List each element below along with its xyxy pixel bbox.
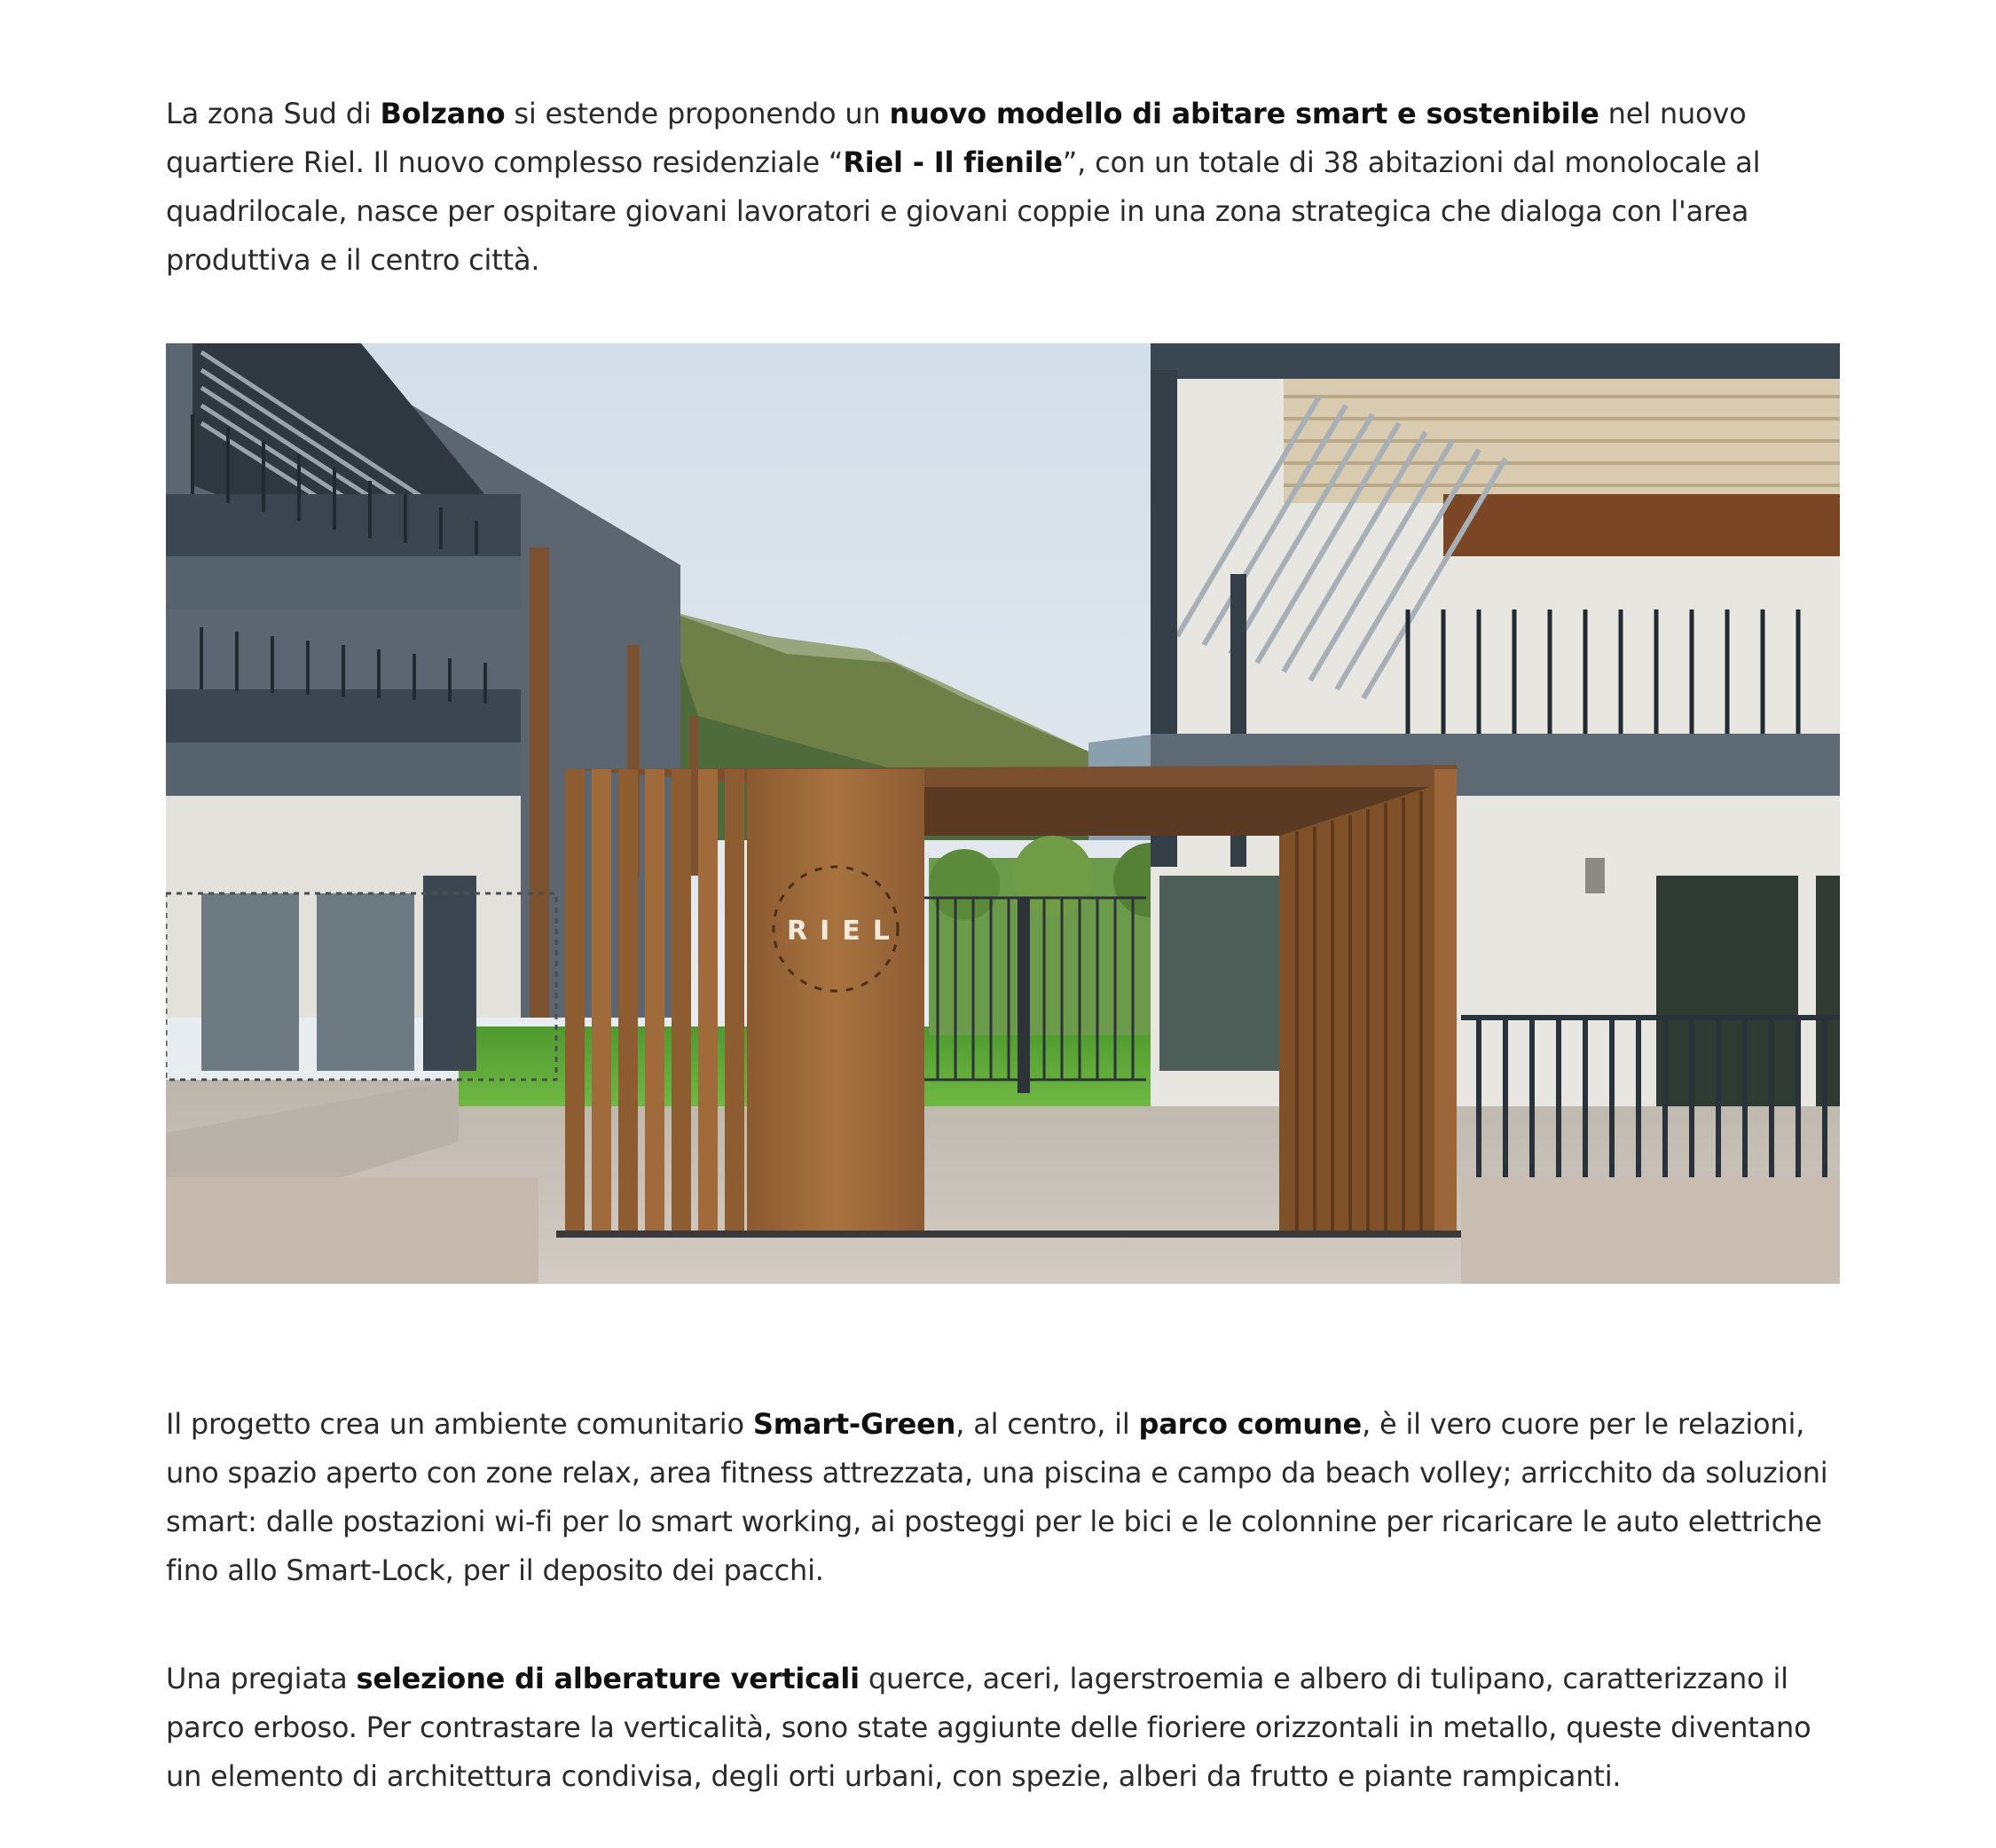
bold-text: parco comune <box>1138 1407 1363 1441</box>
bold-text: Bolzano <box>380 97 506 130</box>
body-text: si estende proponendo un <box>505 97 890 130</box>
building-illustration <box>166 343 1840 1284</box>
body-text: La zona Sud di <box>166 97 381 130</box>
body-text: Una pregiata <box>166 1662 357 1695</box>
paragraph-intro <box>166 90 1851 285</box>
body-text: nel nuovo quartiere Riel. Il nuovo complesso residenziale “ <box>166 97 1747 179</box>
gravel-right <box>1461 1177 1840 1284</box>
body-text: Il progetto crea un ambiente comunitario <box>166 1407 753 1441</box>
bold-text: nuovo modello di abitare smart e sostenibile <box>889 97 1599 130</box>
body-text: , è il vero cuore per le relazioni, uno spazio aperto con zone relax, area fitness attrezzata, una piscina e campo da beach volley; arricchito da soluzioni smart: dalle postazioni wi-fi per lo smart working, ai posteggi per le bici e le colonnine per ricaricare le auto elettriche fino allo Smart-Lock, per il deposito dei pacchi. <box>166 1407 1828 1587</box>
paragraph-alberature <box>166 1655 1851 1801</box>
body-text: querce, aceri, lagerstroemia e albero di tulipano, caratterizzano il parco erboso. Per contrastare la verticalità, sono state aggiunte delle fioriere orizzontali in metallo, queste diventano un elemento di architettura condivisa, degli orti urbani, con spezie, alberi da frutto e piante rampicanti. <box>166 1662 1811 1793</box>
photo-riel-entrance <box>166 343 1840 1284</box>
paragraph-progetto <box>166 1400 1851 1595</box>
right-window <box>1656 876 1798 1106</box>
wood-ceiling <box>1443 494 1840 556</box>
corten-sign-panel <box>747 769 924 1231</box>
corten-louvres-left <box>565 769 744 1231</box>
body-text: , al centro, il <box>955 1407 1139 1441</box>
gravel-left <box>166 1177 538 1284</box>
bold-text: Riel - Il fienile <box>843 145 1063 179</box>
corten-louvres-right <box>1279 769 1457 1231</box>
drain-channel <box>556 1231 1461 1238</box>
sign-text: RIEL <box>787 916 902 947</box>
bold-text: selezione di alberature verticali <box>356 1662 860 1695</box>
body-text: ”, con un totale di 38 abitazioni dal monolocale al quadrilocale, nasce per ospitare giovani lavoratori e giovani coppie in una zona strategica che dialoga con l'area produttiva e il centro città. <box>166 145 1761 277</box>
bold-text: Smart-Green <box>752 1407 956 1441</box>
